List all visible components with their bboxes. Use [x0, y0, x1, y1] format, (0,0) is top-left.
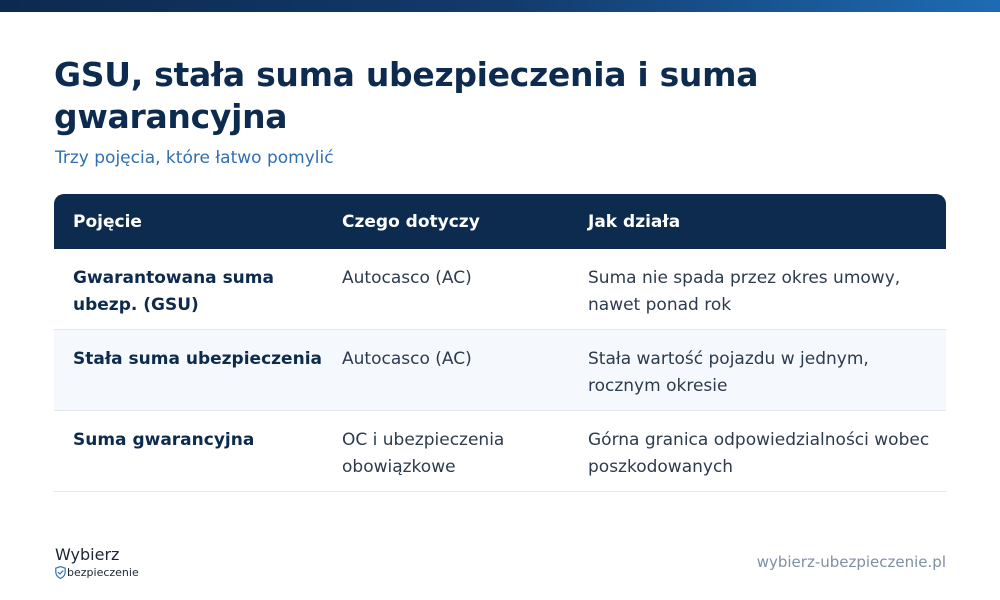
page-subtitle: Trzy pojęcia, które łatwo pomylić	[55, 148, 334, 168]
logo-subtext: bezpieczenie	[67, 566, 139, 579]
column-header-how: Jak działa	[588, 211, 681, 232]
table-row	[54, 411, 946, 492]
cell-term: Gwarantowana suma ubezp. (GSU)	[73, 268, 274, 315]
table-row	[54, 249, 946, 330]
column-header-term: Pojęcie	[73, 211, 142, 232]
cell-term: Stała suma ubezpieczenia	[73, 349, 322, 369]
cell-how: Suma nie spada przez okres umowy, nawet ponad rok	[588, 268, 901, 315]
cell-scope: Autocasco (AC)	[342, 349, 472, 369]
shield-check-icon	[55, 566, 66, 579]
logo-wordmark: Wybierz	[55, 545, 120, 564]
cell-term: Suma gwarancyjna	[73, 430, 255, 450]
column-header-scope: Czego dotyczy	[342, 211, 480, 232]
table-row	[54, 330, 946, 411]
website-url: wybierz-ubezpieczenie.pl	[756, 553, 946, 571]
top-accent-bar	[0, 0, 1000, 12]
cell-scope: Autocasco (AC)	[342, 268, 472, 288]
cell-how: Górna granica odpowiedzialności wobec poszkodowanych	[588, 430, 930, 477]
page-title: GSU, stała suma ubezpieczenia i suma gwarancyjna	[54, 55, 759, 136]
cell-how: Stała wartość pojazdu w jednym, rocznym okresie	[588, 349, 869, 396]
comparison-table	[54, 194, 946, 492]
brand-logo	[55, 545, 145, 583]
table-header	[54, 194, 946, 249]
cell-scope: OC i ubezpieczenia obowiązkowe	[342, 430, 505, 477]
